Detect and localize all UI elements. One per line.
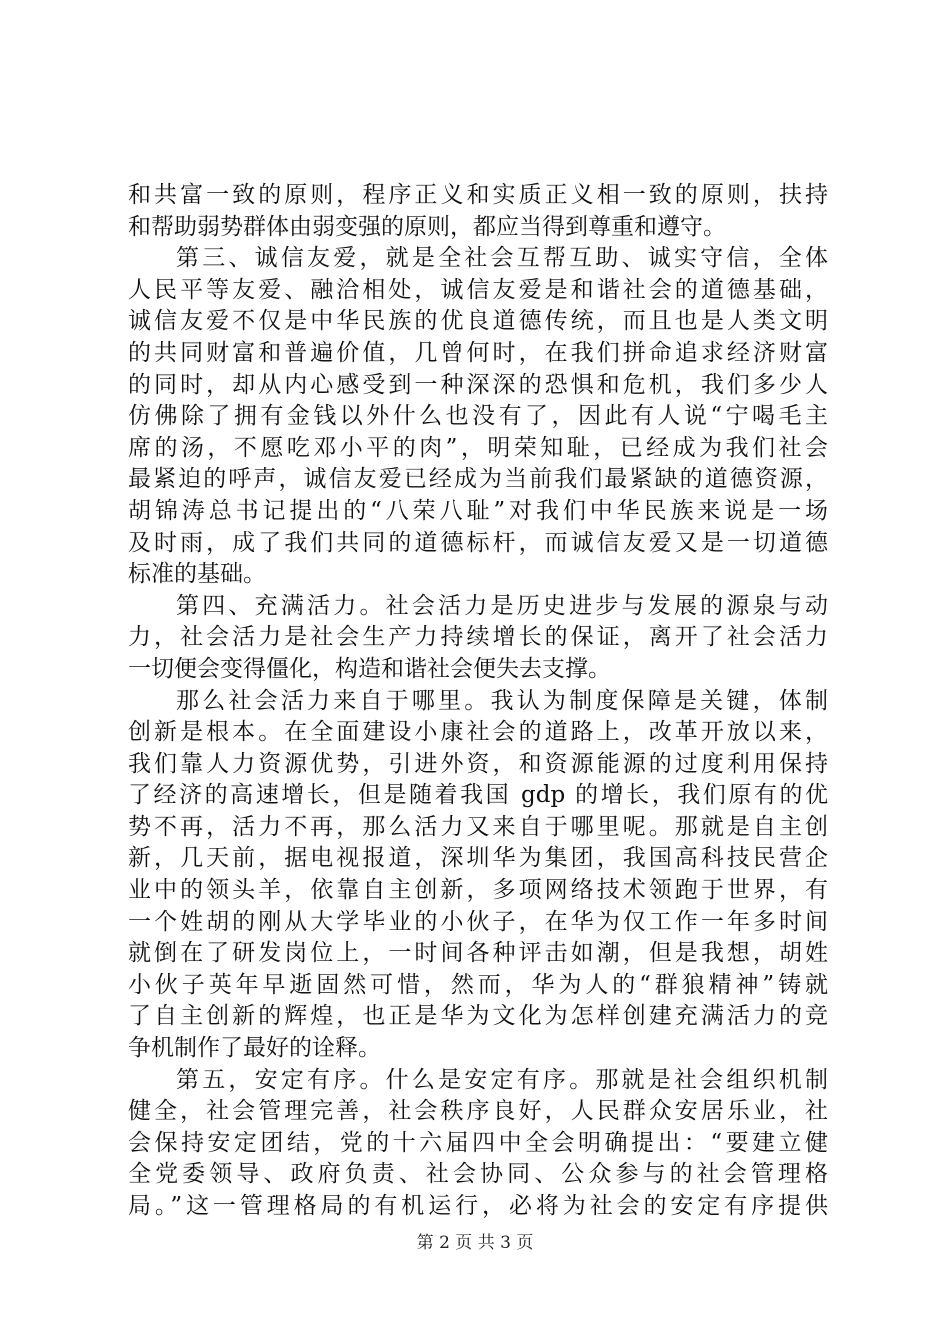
text-line: 胡锦涛总书记提出的“八荣八耻”对我们中华民族来说是一场 xyxy=(128,497,828,524)
text-line: 争机制作了最好的诠释。 xyxy=(128,1035,381,1062)
text-line: 第四、充满活力。社会活力是历史进步与发展的源泉与动 xyxy=(176,592,828,619)
text-line: 全党委领导、政府负责、社会协同、公众参与的社会管理格 xyxy=(128,1161,828,1188)
text-line: 会保持安定团结，党的十六届四中全会明确提出：“要建立健 xyxy=(128,1129,828,1156)
text-line: 势不再，活力不再，那么活力又来自于哪里呢。那就是自主创 xyxy=(128,813,828,840)
paragraph xyxy=(128,686,828,1065)
text-line: 就倒在了研发岗位上，一时间各种评击如潮，但是我想，胡姓 xyxy=(128,940,828,967)
text-line: 及时雨，成了我们共同的道德标杆，而诚信友爱又是一切道德 xyxy=(128,529,828,556)
text-line: 的同时，却从内心感受到一种深深的恐惧和危机，我们多少人 xyxy=(128,371,828,398)
text-line: 席的汤，不愿吃邓小平的肉”，明荣知耻，已经成为我们社会 xyxy=(128,434,828,461)
text-line: 局。”这一管理格局的有机运行，必将为社会的安定有序提供 xyxy=(128,1193,828,1219)
text-line: 第五，安定有序。什么是安定有序。那就是社会组织机制 xyxy=(176,1066,828,1093)
text-line: 力，社会活力是社会生产力持续增长的保证，离开了社会活力 xyxy=(128,624,828,651)
text-line: 健全，社会管理完善，社会秩序良好，人民群众安居乐业，社 xyxy=(128,1098,828,1125)
text-line: 小伙子英年早逝固然可惜，然而，华为人的“群狼精神”铸就 xyxy=(128,971,828,998)
text-line: 和共富一致的原则，程序正义和实质正义相一致的原则，扶持 xyxy=(128,182,828,208)
paragraph xyxy=(128,1065,828,1223)
text-line: 诚信友爱不仅是中华民族的优良道德传统，而且也是人类文明 xyxy=(128,308,828,335)
paragraph xyxy=(128,243,828,591)
text-line: 那么社会活力来自于哪里。我认为制度保障是关键，体制 xyxy=(176,687,828,714)
text-line: 的共同财富和普遍价值，几曾何时，在我们拼命追求经济财富 xyxy=(128,339,828,366)
paragraph xyxy=(128,180,828,243)
text-line: 创新是根本。在全面建设小康社会的道路上，改革开放以来， xyxy=(128,719,828,746)
text-line: 了经济的高速增长，但是随着我国 gdp 的增长，我们原有的优 xyxy=(128,782,828,809)
text-line: 标准的基础。 xyxy=(128,561,266,588)
text-line: 了自主创新的辉煌，也正是华为文化为怎样创建充满活力的竞 xyxy=(128,1003,828,1030)
text-line: 仿佛除了拥有金钱以外什么也没有了，因此有人说“宁喝毛主 xyxy=(128,403,828,430)
paragraph xyxy=(128,591,828,686)
text-line: 和帮助弱势群体由弱变强的原则，都应当得到尊重和遵守。 xyxy=(128,213,726,240)
text-line: 一切便会变得僵化，构造和谐社会便失去支撑。 xyxy=(128,655,611,682)
page-footer: 第 2 页 共 3 页 xyxy=(416,1233,534,1253)
text-line: 业中的领头羊，依靠自主创新，多项网络技术领跑于世界，有 xyxy=(128,877,828,904)
text-line: 第三、诚信友爱，就是全社会互帮互助、诚实守信，全体 xyxy=(176,245,828,272)
text-line: 人民平等友爱、融洽相处，诚信友爱是和谐社会的道德基础， xyxy=(128,276,828,303)
text-line: 一个姓胡的刚从大学毕业的小伙子，在华为仅工作一年多时间 xyxy=(128,908,828,935)
text-line: 最紧迫的呼声，诚信友爱已经成为当前我们最紧缺的道德资源， xyxy=(128,466,828,493)
document-body xyxy=(128,180,828,1223)
text-line: 新，几天前，据电视报道，深圳华为集团，我国高科技民营企 xyxy=(128,845,828,872)
text-line: 我们靠人力资源优势，引进外资，和资源能源的过度利用保持 xyxy=(128,750,828,777)
